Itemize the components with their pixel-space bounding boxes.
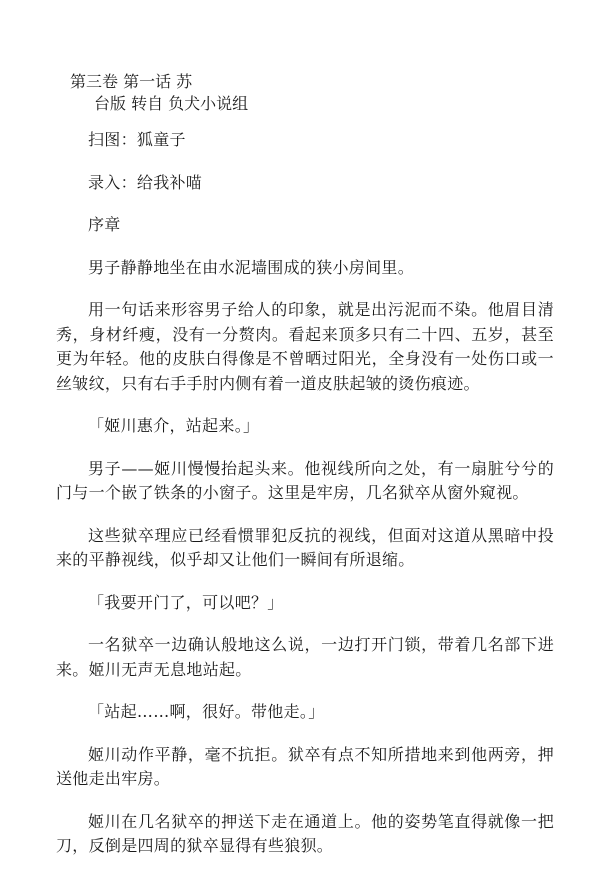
paragraph: 姬川动作平静，毫不抗拒。狱卒有点不知所措地来到他两旁，押送他走出牢房。 (56, 744, 554, 788)
source-credit: 台版 转自 负犬小说组 (94, 94, 249, 113)
paragraph: 一名狱卒一边确认般地这么说，一边打开门锁，带着几名部下进来。姬川无声无息地站起。 (56, 635, 554, 679)
dialogue-paragraph: 「姬川惠介，站起来。」 (88, 416, 260, 435)
document-body (56, 128, 554, 877)
paragraph: 男子——姬川慢慢抬起头来。他视线所向之处，有一扇脏兮兮的门与一个嵌了铁条的小窗子。这里是牢房，几名狱卒从窗外窥视。 (56, 458, 554, 502)
section-heading: 序章 (88, 215, 121, 234)
paragraph: 录入：给我补喵 (88, 172, 203, 192)
paragraph: 姬川在几名狱卒的押送下走在通道上。他的姿势笔直得就像一把刀，反倒是四周的狱卒显得有些狼狈。 (56, 811, 554, 855)
paragraph: 男子静静地坐在由水泥墙围成的狭小房间里。 (88, 257, 415, 277)
paragraph: 用一句话来形容男子给人的印象，就是出污泥而不染。他眉目清秀，身材纤瘦，没有一分赘肉。看起来顶多只有二十四、五岁，甚至更为年轻。他的皮肤白得像是不曾晒过阳光，全身没有一处伤口或一丝皱纹，只有右手手肘内侧有着一道皮肤起皱的烫伤痕迹。 (56, 300, 554, 393)
paragraph: 扫图：狐童子 (88, 130, 186, 149)
dialogue-paragraph: 「我要开门了，可以吧？」 (88, 592, 284, 612)
dialogue-paragraph: 「站起……啊，很好。带他走。」 (88, 702, 325, 721)
paragraph: 这些狱卒理应已经看惯罪犯反抗的视线，但面对这道从黑暗中投来的平静视线，似乎却又让他们一瞬间有所退缩。 (56, 525, 554, 569)
chapter-title: 第三卷 第一话 苏 (70, 72, 193, 91)
